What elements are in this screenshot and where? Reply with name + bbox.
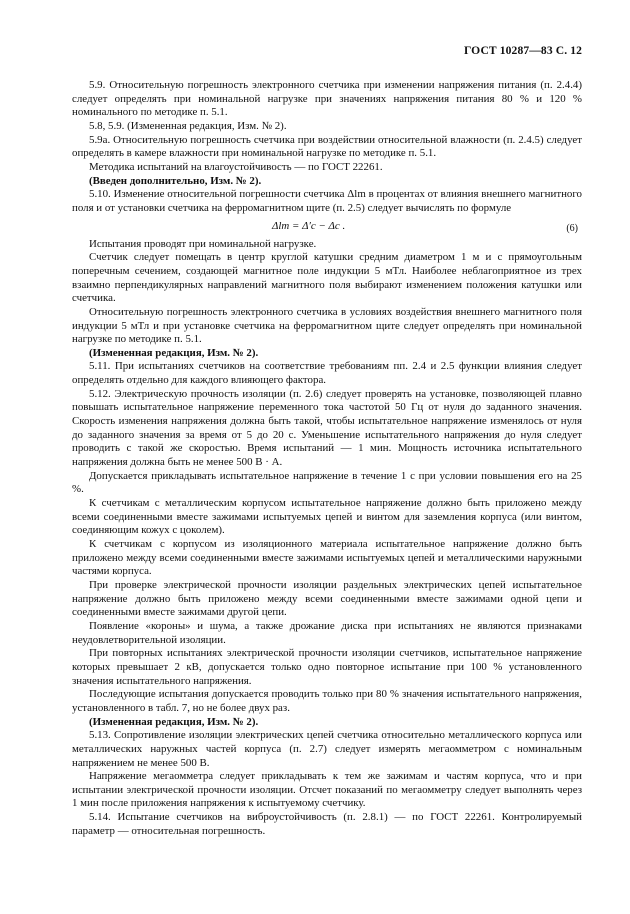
paragraph-amended: (Измененная редакция, Изм. № 2). [89,346,259,359]
formula-rhs: = Δ′c − Δc . [292,219,346,232]
paragraph-method: Методика испытаний на влагоустойчивость — по ГОСТ 22261. [89,160,383,173]
paragraph-1s: Допускается прикладывать испытательное напряжение в течение 1 с при условии повышения его на 25 %. [72,469,582,496]
formula [72,219,582,237]
paragraph-coil: Счетчик следует помещать в центр круглой катушки средним диаметром 1 м и с прямоугольным поперечным сечением, создающей магнитное поле индукции 5 мТл. Наиболее неблагоприятное из трех взаимно перпендикулярных направлений магнитного поля выбирают изменением положения катушки или счетчика. [72,251,582,305]
paragraph-insulating-case: К счетчикам с корпусом из изоляционного материала испытательное напряжение должно быть приложено между всеми соединенными вместе зажимами испытуемых цепей и металлическими наружными частями корпуса. [72,538,582,578]
formula-number: (6) [566,222,578,234]
page-header: ГОСТ 10287—83 С. 12 [464,44,582,57]
paragraph-test-load: Испытания проводят при номинальной нагрузке. [89,237,317,250]
paragraph-amendment: 5.8, 5.9. (Измененная редакция, Изм. № 2). [89,119,287,132]
formula-lhs: Δlm [272,219,290,232]
paragraph-5-14: 5.14. Испытание счетчиков на виброустойчивость (п. 2.8.1) — по ГОСТ 22261. Контролируемый параметр — относительная погрешность. [72,811,582,837]
paragraph-subsequent: Последующие испытания допускается проводить только при 80 % значения испытательного напряжения, установленного в табл. 7, но не более двух раз. [72,688,582,714]
formula-expression [272,220,345,234]
paragraph-corona: Появление «короны» и шума, а также дрожание диска при испытаниях не являются признаками неудовлетворительной изоляции. [72,619,582,646]
paragraph-5-11: 5.11. При испытаниях счетчиков на соответствие требованиям пп. 2.4 и 2.5 функции влияния следует определять отдельно для каждого влияющего фактора. [72,360,582,387]
paragraph-5-13: 5.13. Сопротивление изоляции электрических цепей счетчика относительно металлического корпуса или металлических наружных частей корпуса (п. 2.7) следует измерять мегаомметром с номинальным напряжением не менее 500 В. [72,729,582,769]
paragraph-megohmmeter: Напряжение мегаомметра следует прикладывать к тем же зажимам и частям корпуса, что и при испытании электрической прочности изоляции. Отсчет показаний по мегаомметру следует выполнять через 1 мин после приложения напряжения к испытуемому счетчику. [72,770,582,810]
paragraph-magnetic: Относительную погрешность электронного счетчика в условиях воздействия внешнего магнитного поля индукции 5 мТл и при установке счетчика на ферромагнитном щите следует определять при номинальной нагрузке по методике п. 5.1. [72,305,582,346]
paragraph-separate-circuits: При проверке электрической прочности изоляции раздельных электрических цепей испытательное напряжение должно быть приложено между всеми соединенными вместе зажимами одной цепи и соединенными вместе зажимами другой цепи. [72,578,582,619]
paragraph-metal-case: К счетчикам с металлическим корпусом испытательное напряжение должно быть приложено между всеми соединенными вместе зажимами испытуемых цепей и винтом для заземления корпуса (или винтом, соединяющим кожух с цоколем). [72,497,582,537]
paragraph-5-10: 5.10. Изменение относительной погрешности счетчика Δlm в процентах от влияния внешнего магнитного поля и от установки счетчика на ферромагнитном щите (п. 2.5) следует вычислять по формуле [72,188,582,214]
paragraph-5-12: 5.12. Электрическую прочность изоляции (п. 2.6) следует проверять на установке, позволяющей плавно повышать испытательное напряжение переменного тока частотой 50 Гц от нуля до заданного значения. Скорость изменения напряжения должна быть такой, чтобы испытательное напряжение изменялось от нуля до заданного значения за время от 5 до 20 с. Уменьшение испытательного напряжения до нуля следует проводить с такой же скоростью. Время испытаний — 1 мин. Мощность источника испытательного напряжения должна быть не менее 500 В · А. [72,387,582,469]
paragraph-introduced: (Введен дополнительно, Изм. № 2). [89,174,262,187]
paragraph-amended-2: (Измененная редакция, Изм. № 2). [89,715,259,728]
paragraph-repeat: При повторных испытаниях электрической прочности изоляции счетчиков, испытательное напряжение которых превышает 2 кВ, допускается только одно повторное испытание при 100 % установленного значения испытательного напряжения. [72,647,582,687]
paragraph-5-9a: 5.9а. Относительную погрешность счетчика при воздействии относительной влажности (п. 2.4.5) следует определять в камере влажности при номинальной нагрузке по методике п. 5.1. [72,133,582,160]
document-body [72,79,582,838]
paragraph-5-9: 5.9. Относительную погрешность электронного счетчика при изменении напряжения питания (п. 2.4.4) следует определять при номинальной нагрузке при значениях напряжения питания 80 % и 120 % номинального по методике п. 5.1. [72,79,582,119]
